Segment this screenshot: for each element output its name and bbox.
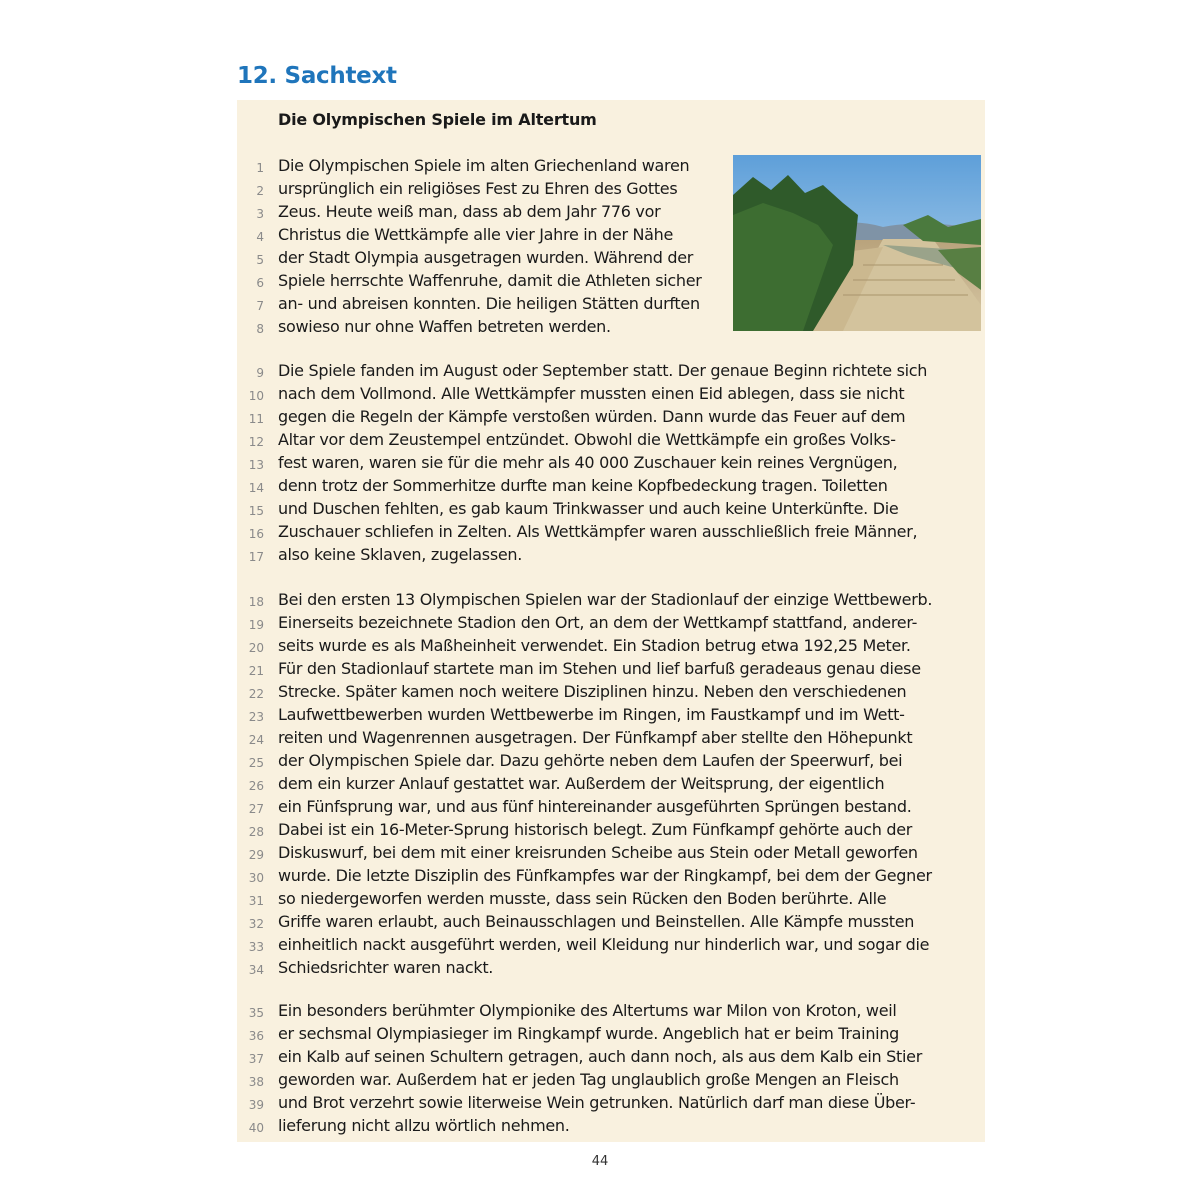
line-text: Griffe waren erlaubt, auch Beinausschlagen und Beinstellen. Alle Kämpfe mussten	[278, 912, 915, 931]
line-text: der Olympischen Spiele dar. Dazu gehörte neben dem Laufen der Speerwurf, bei	[278, 751, 903, 770]
line-text: Spiele herrschte Waffenruhe, damit die Athleten sicher	[278, 271, 702, 290]
page-number: 44	[591, 1154, 609, 1169]
line-text: Für den Stadionlauf startete man im Stehen und lief barfuß geradeaus genau diese	[278, 659, 921, 678]
line-text: Die Spiele fanden im August oder September statt. Der genaue Beginn richtete sich	[278, 361, 928, 380]
line-number: 3	[256, 207, 264, 221]
line-text: ein Kalb auf seinen Schultern getragen, auch dann noch, als aus dem Kalb ein Stier	[278, 1047, 922, 1066]
line-text: denn trotz der Sommerhitze durfte man keine Kopfbedeckung tragen. Toiletten	[278, 476, 888, 495]
line-number: 6	[256, 276, 264, 290]
line-number: 32	[248, 917, 264, 931]
line-text: Einerseits bezeichnete Stadion den Ort, an dem der Wettkampf stattfand, anderer-	[278, 613, 918, 632]
line-text: sowieso nur ohne Waffen betreten werden.	[278, 317, 611, 336]
line-number: 35	[248, 1006, 264, 1020]
line-number: 37	[248, 1052, 264, 1066]
line-number: 27	[248, 802, 264, 816]
line-text: Laufwettbewerben wurden Wettbewerbe im Ringen, im Faustkampf und im Wett-	[278, 705, 905, 724]
line-number: 36	[248, 1029, 264, 1043]
line-text: Ein besonders berühmter Olympionike des Altertums war Milon von Kroton, weil	[278, 1001, 897, 1020]
line-text: Altar vor dem Zeustempel entzündet. Obwohl die Wettkämpfe ein großes Volks-	[278, 430, 896, 449]
line-text: Die Olympischen Spiele im alten Griechenland waren	[278, 156, 690, 175]
line-number: 22	[248, 687, 264, 701]
article-title: Die Olympischen Spiele im Altertum	[278, 110, 597, 129]
line-text: so niedergeworfen werden musste, dass sein Rücken den Boden berührte. Alle	[278, 889, 887, 908]
line-text: Strecke. Später kamen noch weitere Disziplinen hinzu. Neben den verschiedenen	[278, 682, 907, 701]
line-number: 20	[248, 641, 264, 655]
line-number: 5	[256, 253, 264, 267]
line-text: und Duschen fehlten, es gab kaum Trinkwasser und auch keine Unterkünfte. Die	[278, 499, 899, 518]
line-text: Dabei ist ein 16-Meter-Sprung historisch belegt. Zum Fünfkampf gehörte auch der	[278, 820, 913, 839]
line-number: 14	[248, 481, 264, 495]
line-text: Diskuswurf, bei dem mit einer kreisrunden Scheibe aus Stein oder Metall geworfen	[278, 843, 918, 862]
line-text: er sechsmal Olympiasieger im Ringkampf wurde. Angeblich hat er beim Training	[278, 1024, 900, 1043]
line-number: 24	[248, 733, 264, 747]
line-number: 28	[248, 825, 264, 839]
line-number: 23	[248, 710, 264, 724]
line-number: 18	[248, 595, 264, 609]
line-number: 21	[248, 664, 264, 678]
line-number: 26	[248, 779, 264, 793]
line-number: 15	[248, 504, 264, 518]
line-number: 8	[256, 322, 264, 336]
line-text: Christus die Wettkämpfe alle vier Jahre in der Nähe	[278, 225, 674, 244]
line-text: also keine Sklaven, zugelassen.	[278, 545, 523, 564]
line-number: 30	[248, 871, 264, 885]
line-text: reiten und Wagenrennen ausgetragen. Der Fünfkampf aber stellte den Höhepunkt	[278, 728, 913, 747]
line-number: 38	[248, 1075, 264, 1089]
line-number: 7	[256, 299, 264, 313]
line-text: der Stadt Olympia ausgetragen wurden. Während der	[278, 248, 694, 267]
line-text: und Brot verzehrt sowie literweise Wein getrunken. Natürlich darf man diese Über-	[278, 1093, 916, 1112]
line-text: lieferung nicht allzu wörtlich nehmen.	[278, 1116, 570, 1135]
line-number: 16	[248, 527, 264, 541]
line-number: 19	[248, 618, 264, 632]
line-number: 4	[256, 230, 264, 244]
line-text: Zeus. Heute weiß man, dass ab dem Jahr 776 vor	[278, 202, 661, 221]
line-text: ursprünglich ein religiöses Fest zu Ehren des Gottes	[278, 179, 678, 198]
line-number: 13	[248, 458, 264, 472]
line-text: Zuschauer schliefen in Zelten. Als Wettkämpfer waren ausschließlich freie Männer,	[278, 522, 918, 541]
line-text: wurde. Die letzte Disziplin des Fünfkampfes war der Ringkampf, bei dem der Gegner	[278, 866, 932, 885]
line-text: gegen die Regeln der Kämpfe verstoßen würden. Dann wurde das Feuer auf dem	[278, 407, 906, 426]
line-number: 9	[256, 366, 264, 380]
line-text: geworden war. Außerdem hat er jeden Tag unglaublich große Mengen an Fleisch	[278, 1070, 899, 1089]
line-number: 29	[248, 848, 264, 862]
line-text: ein Fünfsprung war, und aus fünf hintereinander ausgeführten Sprüngen bestand.	[278, 797, 912, 816]
line-number: 34	[248, 963, 264, 977]
stadium-photo	[733, 155, 981, 331]
line-text: an- und abreisen konnten. Die heiligen Stätten durften	[278, 294, 700, 313]
line-number: 40	[248, 1121, 264, 1135]
line-number: 31	[248, 894, 264, 908]
line-number: 17	[248, 550, 264, 564]
line-text: Schiedsrichter waren nackt.	[278, 958, 494, 977]
line-text: Bei den ersten 13 Olympischen Spielen war der Stadionlauf der einzige Wettbewerb.	[278, 590, 933, 609]
line-number: 33	[248, 940, 264, 954]
line-text: einheitlich nackt ausgeführt werden, weil Kleidung nur hinderlich war, und sogar die	[278, 935, 930, 954]
line-number: 12	[248, 435, 264, 449]
line-number: 10	[248, 389, 264, 403]
line-text: nach dem Vollmond. Alle Wettkämpfer mussten einen Eid ablegen, dass sie nicht	[278, 384, 905, 403]
line-text: fest waren, waren sie für die mehr als 40 000 Zuschauer kein reines Vergnügen,	[278, 453, 898, 472]
line-text: dem ein kurzer Anlauf gestattet war. Außerdem der Weitsprung, der eigentlich	[278, 774, 885, 793]
line-number: 11	[248, 412, 264, 426]
section-heading: 12. Sachtext	[237, 63, 397, 89]
line-number: 25	[248, 756, 264, 770]
line-number: 1	[256, 161, 264, 175]
line-number: 2	[256, 184, 264, 198]
line-text: seits wurde es als Maßheinheit verwendet. Ein Stadion betrug etwa 192,25 Meter.	[278, 636, 911, 655]
line-number: 39	[248, 1098, 264, 1112]
